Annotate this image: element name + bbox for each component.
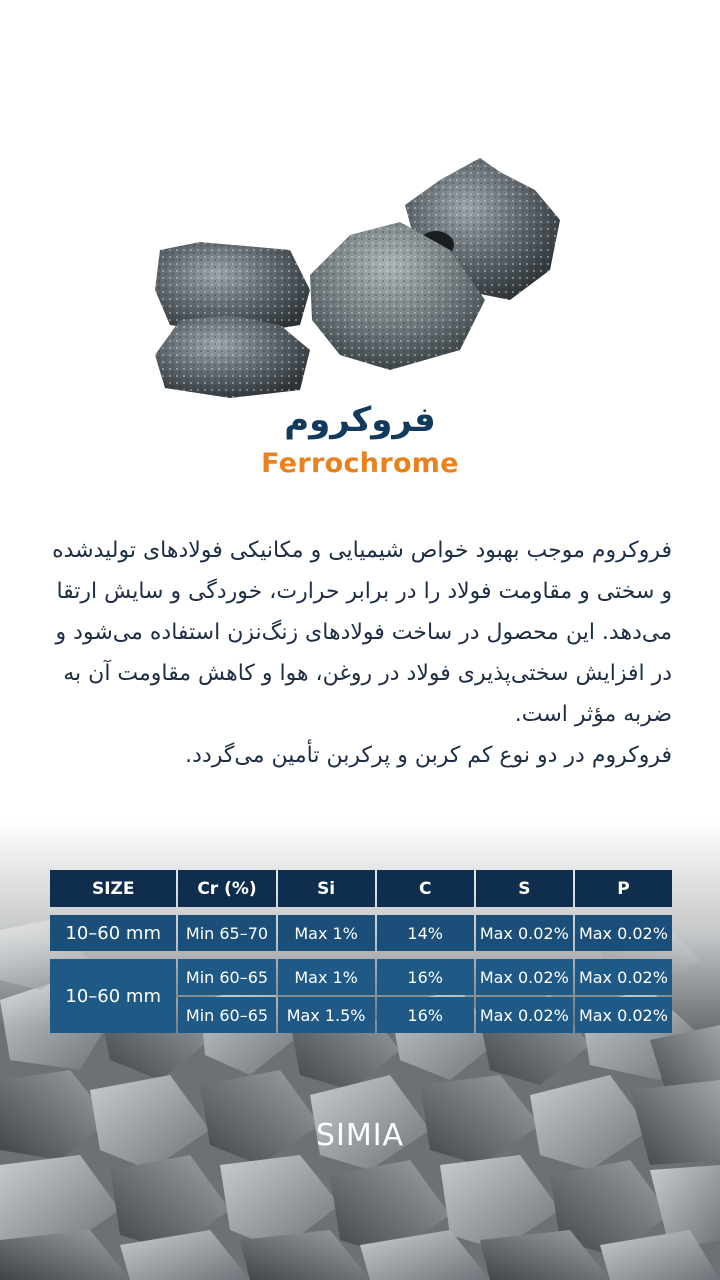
- product-image: [140, 150, 580, 400]
- cell-p: Max 0.02%: [575, 959, 672, 995]
- header-s: S: [476, 870, 573, 907]
- cell-c: 16%: [377, 997, 474, 1033]
- cell-c: 16%: [377, 959, 474, 995]
- cell-s: Max 0.02%: [476, 997, 573, 1033]
- header-c: C: [377, 870, 474, 907]
- cell-s: Max 0.02%: [476, 959, 573, 995]
- header-si: Si: [278, 870, 375, 907]
- product-title-fa: فروکروم: [284, 400, 436, 440]
- spec-table: [48, 868, 674, 1035]
- product-title-en: Ferrochrome: [261, 448, 459, 479]
- table-header-row: [50, 870, 672, 907]
- table-gap: [50, 909, 672, 913]
- description-paragraph: فروکروم در دو نوع کم کربن و پرکربن تأمین می‌گردد.: [185, 743, 672, 768]
- cell-cr: Min 65–70: [178, 915, 275, 951]
- table-row: [50, 959, 672, 995]
- cell-size: 10–60 mm: [50, 959, 176, 1033]
- cell-p: Max 0.02%: [575, 997, 672, 1033]
- table-gap: [50, 953, 672, 957]
- product-description: [48, 530, 672, 776]
- description-paragraph: فروکروم موجب بهبود خواص شیمیایی و مکانیکی فولادهای تولیدشده و سختی و مقاومت فولاد را در برابر حرارت، خوردگی و سایش ارتقا می‌دهد. این محصول در ساخت فولادهای زنگ‌نزن استفاده می‌شود و در افزایش سختی‌پذیری فولاد در روغن، هوا و کاهش مقاومت آن به ضربه مؤثر است.: [52, 538, 672, 727]
- cell-cr: Min 60–65: [178, 997, 275, 1033]
- cell-cr: Min 60–65: [178, 959, 275, 995]
- table-row: [50, 915, 672, 951]
- cell-si: Max 1%: [278, 915, 375, 951]
- brand-logo-text: SIMIA: [315, 1118, 405, 1153]
- cell-si: Max 1.5%: [278, 997, 375, 1033]
- cell-c: 14%: [377, 915, 474, 951]
- header-p: P: [575, 870, 672, 907]
- header-cr: Cr (%): [178, 870, 275, 907]
- cell-p: Max 0.02%: [575, 915, 672, 951]
- cell-si: Max 1%: [278, 959, 375, 995]
- cell-size: 10–60 mm: [50, 915, 176, 951]
- header-size: SIZE: [50, 870, 176, 907]
- cell-s: Max 0.02%: [476, 915, 573, 951]
